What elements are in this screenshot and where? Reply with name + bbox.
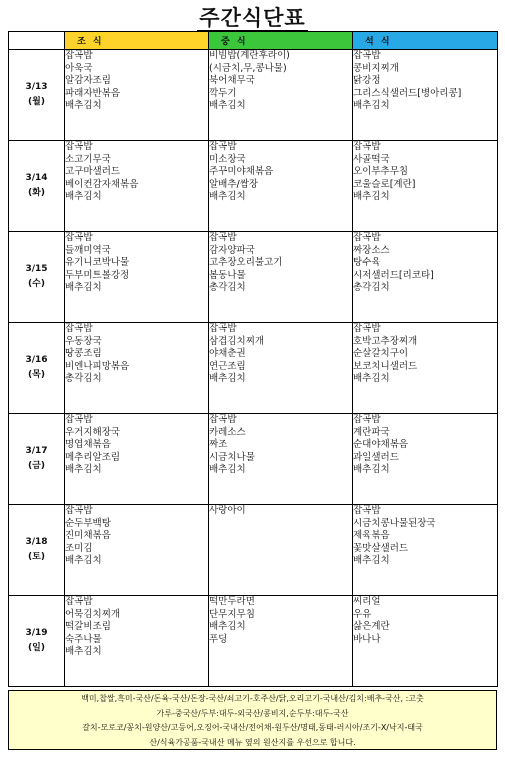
origin-line: 가루-중국산/두부:대두-외국산/콩비지,순두부:대두-국산	[156, 708, 349, 718]
menu-item: 사골떡국	[353, 153, 390, 165]
menu-item: 씨리얼	[353, 596, 381, 607]
breakfast-cell	[65, 323, 209, 414]
menu-item: 계란파국	[353, 426, 390, 438]
menu-item: 사랑아이	[209, 505, 246, 516]
menu-item: 어묵김치찌개	[65, 608, 121, 620]
menu-item: 순두부백탕	[65, 517, 111, 529]
menu-item: 배추김치	[353, 373, 390, 385]
menu-item: 배추김치	[353, 191, 390, 203]
menu-item: 조미김	[65, 542, 93, 554]
day-weekday: (일)	[28, 643, 45, 653]
origin-line: 산/식육가공품-국내산 메뉴 옆의 원산지를 우선으로 합니다.	[149, 737, 356, 747]
dinner-cell	[353, 232, 498, 323]
day-weekday: (월)	[28, 97, 45, 107]
dinner-cell	[353, 596, 498, 687]
menu-item: 비엔나피망볶음	[65, 360, 130, 372]
menu-item: 고추장오리불고기	[209, 257, 283, 269]
header-dinner: 석 식	[353, 32, 498, 50]
menu-item: 잡곡밥	[65, 505, 93, 516]
menu-item: 두부미트볼강정	[65, 269, 130, 281]
lunch-cell	[209, 323, 353, 414]
menu-item: 짜조	[209, 439, 228, 451]
dinner-cell	[353, 141, 498, 232]
day-weekday: (수)	[28, 279, 45, 289]
menu-item: 아욱국	[65, 62, 93, 74]
menu-item: 떡만두라면	[209, 596, 255, 607]
menu-item: 유기니코박나물	[65, 257, 130, 269]
menu-item: 파래자반볶음	[65, 87, 121, 99]
menu-item: 배추김치	[65, 555, 102, 567]
menu-item: 배추김치	[353, 100, 390, 112]
menu-item: 명엽채볶음	[65, 439, 111, 451]
menu-item: 잡곡밥	[65, 596, 93, 607]
lunch-cell	[209, 141, 353, 232]
menu-item: 코울슬로[계란]	[353, 178, 416, 190]
menu-item: 카레소스	[209, 426, 246, 438]
menu-item: 배추김치	[209, 191, 246, 203]
origin-notice	[8, 690, 497, 750]
menu-item: 배추김치	[65, 464, 102, 476]
menu-item: 비빔밥(계란후라이)	[209, 50, 290, 61]
day-row	[9, 596, 498, 687]
breakfast-cell	[65, 232, 209, 323]
page-title	[0, 2, 505, 32]
menu-item: 보코치니샐러드	[353, 360, 418, 372]
dinner-cell	[353, 414, 498, 505]
menu-item: 콩비지찌개	[353, 62, 399, 74]
menu-item: 고구마샐러드	[65, 166, 121, 178]
menu-item: 배추김치	[353, 464, 390, 476]
menu-item: 잡곡밥	[65, 232, 93, 243]
menu-item: 배추김치	[209, 464, 246, 476]
menu-item: 잡곡밥	[209, 232, 237, 243]
menu-item: 야채춘권	[209, 348, 246, 360]
day-date: 3/16	[25, 355, 48, 365]
menu-item: 총각김치	[65, 373, 102, 385]
header-breakfast: 조 식	[65, 32, 209, 50]
menu-item: (시금치,무,콩나물)	[209, 62, 287, 74]
menu-item: 잡곡밥	[353, 141, 381, 152]
menu-item: 배추김치	[353, 555, 390, 567]
menu-body	[9, 50, 498, 687]
menu-item: 배추김치	[209, 621, 246, 633]
day-row	[9, 323, 498, 414]
menu-item: 잡곡밥	[353, 505, 381, 516]
menu-item: 우유	[353, 608, 372, 620]
menu-item: 배추김치	[209, 100, 246, 112]
breakfast-cell	[65, 141, 209, 232]
day-date: 3/14	[25, 173, 48, 183]
day-weekday: (금)	[28, 461, 45, 471]
menu-item: 북어채무국	[209, 75, 255, 87]
lunch-cell	[209, 50, 353, 141]
menu-item: 닭강정	[353, 75, 381, 87]
page-title-text: 주간식단표	[199, 6, 306, 30]
menu-item: 순대야채볶음	[353, 439, 409, 451]
menu-item: 삼겹김치찌개	[209, 335, 265, 347]
menu-item: 순살갈치구이	[353, 348, 409, 360]
lunch-cell	[209, 596, 353, 687]
dinner-cell	[353, 505, 498, 596]
day-date: 3/18	[25, 537, 48, 547]
menu-item: 탕수육	[353, 257, 381, 269]
menu-item: 시금치나물	[209, 451, 255, 463]
menu-item: 깍두기	[209, 87, 237, 99]
menu-item: 잡곡밥	[65, 50, 93, 61]
menu-item: 잡곡밥	[209, 414, 237, 425]
day-date: 3/13	[25, 82, 48, 92]
breakfast-cell	[65, 505, 209, 596]
menu-item: 잡곡밥	[209, 141, 237, 152]
menu-item: 땅콩조림	[65, 348, 102, 360]
menu-item: 들깨미역국	[65, 244, 111, 256]
menu-item: 배추김치	[65, 191, 102, 203]
day-row	[9, 50, 498, 141]
menu-item: 배추김치	[209, 373, 246, 385]
menu-item: 삶은계란	[353, 621, 390, 633]
breakfast-cell	[65, 596, 209, 687]
lunch-cell	[209, 414, 353, 505]
menu-item: 잡곡밥	[209, 323, 237, 334]
menu-item: 잡곡밥	[353, 232, 381, 243]
menu-item: 배추김치	[65, 100, 102, 112]
day-label	[9, 232, 65, 323]
breakfast-cell	[65, 50, 209, 141]
menu-item: 배추김치	[65, 646, 102, 658]
menu-item: 잡곡밥	[353, 323, 381, 334]
menu-item: 미소장국	[209, 153, 246, 165]
header-lunch: 중 식	[209, 32, 353, 50]
day-label	[9, 323, 65, 414]
day-label	[9, 505, 65, 596]
menu-item: 제육볶음	[353, 530, 390, 542]
menu-item: 시금치콩나물된장국	[353, 517, 436, 529]
menu-item: 그리스식샐러드[병아리콩]	[353, 87, 462, 99]
menu-item: 잡곡밥	[65, 414, 93, 425]
menu-item: 배추김치	[65, 282, 102, 294]
menu-item: 주꾸미야채볶음	[209, 166, 274, 178]
day-date: 3/17	[25, 446, 48, 456]
day-row	[9, 505, 498, 596]
dinner-cell	[353, 323, 498, 414]
menu-item: 봄동나물	[209, 269, 246, 281]
menu-item: 베이컨감자채볶음	[65, 178, 139, 190]
origin-line: 백미,찹쌀,흑미-국산/돈육-국산/돈장-국산/쇠고기-호주산/닭,오리고기-국내산/김치:배추-국산, :고춧	[81, 694, 424, 703]
menu-item: 연근조림	[209, 360, 246, 372]
menu-item: 떡갈비조림	[65, 621, 111, 633]
breakfast-cell	[65, 414, 209, 505]
menu-item: 잡곡밥	[65, 323, 93, 334]
origin-line: 갈치-모로코/꽁치-원양산/고등어,오징어-국내산/전어채-원두산/명태,동태-러시아/조기-X/낙지-태국	[82, 723, 423, 732]
menu-item: 감자양파국	[209, 244, 255, 256]
menu-item: 잡곡밥	[353, 50, 381, 61]
day-label	[9, 596, 65, 687]
day-date: 3/15	[25, 264, 48, 274]
menu-item: 총각김치	[353, 282, 390, 294]
header-row	[9, 32, 498, 50]
menu-item: 진미채볶음	[65, 530, 111, 542]
day-label	[9, 414, 65, 505]
weekly-menu-table	[8, 31, 498, 687]
day-weekday: (화)	[28, 188, 45, 198]
day-row	[9, 414, 498, 505]
menu-item: 푸딩	[209, 633, 228, 645]
day-row	[9, 232, 498, 323]
menu-item: 바나나	[353, 633, 381, 645]
menu-item: 꽃맛살샐러드	[353, 542, 409, 554]
day-weekday: (목)	[28, 370, 45, 380]
menu-item: 우동장국	[65, 335, 102, 347]
lunch-cell	[209, 232, 353, 323]
day-weekday: (토)	[28, 552, 45, 562]
lunch-cell	[209, 505, 353, 596]
menu-item: 잡곡밥	[353, 414, 381, 425]
menu-item: 소고기무국	[65, 153, 111, 165]
menu-item: 총각김치	[209, 282, 246, 294]
menu-item: 호박고추장찌개	[353, 335, 418, 347]
menu-item: 메추리알조림	[65, 451, 121, 463]
menu-item: 우거지해장국	[65, 426, 121, 438]
menu-item: 과일샐러드	[353, 451, 399, 463]
menu-item: 오이부추무침	[353, 166, 409, 178]
menu-item: 숙주나물	[65, 633, 102, 645]
menu-item: 단무지무침	[209, 608, 255, 620]
dinner-cell	[353, 50, 498, 141]
menu-item: 잡곡밥	[65, 141, 93, 152]
day-date: 3/19	[25, 628, 48, 638]
day-label	[9, 50, 65, 141]
menu-item: 시저샐러드[리코타]	[353, 269, 434, 281]
header-corner	[9, 32, 65, 50]
menu-item: 알감자조림	[65, 75, 111, 87]
day-label	[9, 141, 65, 232]
menu-item: 짜장소스	[353, 244, 390, 256]
menu-item: 알배추/쌈장	[209, 178, 259, 190]
day-row	[9, 141, 498, 232]
